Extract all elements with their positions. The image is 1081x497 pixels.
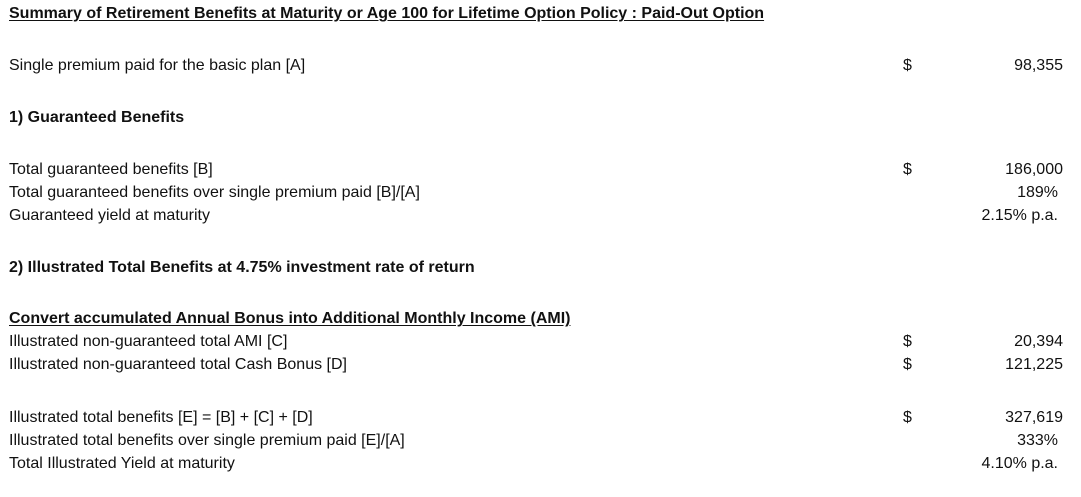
cash-bonus-label: Illustrated non-guaranteed total Cash Bonus [D] (9, 356, 347, 373)
guaranteed-heading: 1) Guaranteed Benefits (9, 109, 185, 126)
premium-currency: $ (903, 57, 912, 74)
illustrated-subheading: Convert accumulated Annual Bonus into Additional Monthly Income (AMI) (9, 310, 571, 327)
total-yield-label: Total Illustrated Yield at maturity (9, 455, 235, 472)
guaranteed-total-value: 186,000 (1005, 161, 1063, 178)
premium-value: 98,355 (1014, 57, 1063, 74)
guaranteed-ratio-value: 189% (1017, 184, 1058, 201)
guaranteed-ratio-label: Total guaranteed benefits over single premium paid [B]/[A] (9, 184, 420, 201)
premium-label: Single premium paid for the basic plan [A] (9, 57, 306, 74)
page-title: Summary of Retirement Benefits at Maturity or Age 100 for Lifetime Option Policy : Paid-Out Option (9, 5, 765, 22)
total-yield-value: 4.10% p.a. (981, 455, 1058, 472)
ami-label: Illustrated non-guaranteed total AMI [C] (9, 333, 288, 350)
cash-bonus-currency: $ (903, 356, 912, 373)
ami-currency: $ (903, 333, 912, 350)
total-ratio-label: Illustrated total benefits over single premium paid [E]/[A] (9, 432, 405, 449)
total-benefits-currency: $ (903, 409, 912, 426)
guaranteed-yield-label: Guaranteed yield at maturity (9, 207, 210, 224)
guaranteed-yield-value: 2.15% p.a. (981, 207, 1058, 224)
total-benefits-label: Illustrated total benefits [E] = [B] + [C] + [D] (9, 409, 313, 426)
guaranteed-total-currency: $ (903, 161, 912, 178)
guaranteed-total-label: Total guaranteed benefits [B] (9, 161, 213, 178)
total-benefits-value: 327,619 (1005, 409, 1063, 426)
total-ratio-value: 333% (1017, 432, 1058, 449)
illustrated-heading: 2) Illustrated Total Benefits at 4.75% investment rate of return (9, 259, 475, 276)
ami-value: 20,394 (1014, 333, 1063, 350)
cash-bonus-value: 121,225 (1005, 356, 1063, 373)
